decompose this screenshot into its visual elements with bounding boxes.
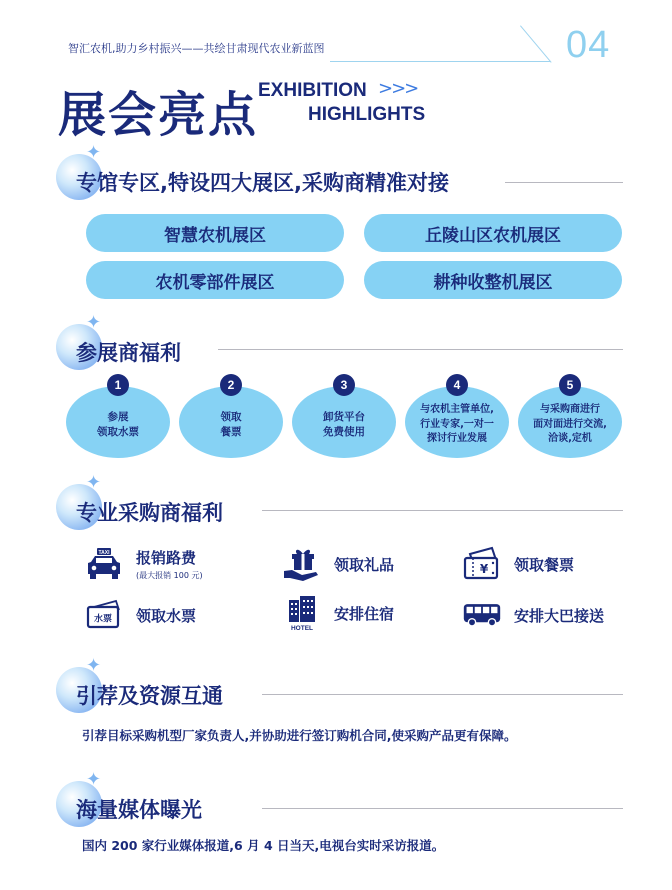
bus-icon <box>462 597 502 633</box>
chevron-arrows-icon: >>> <box>378 78 418 99</box>
buyer-benefit-label: 领取水票 <box>136 606 197 625</box>
buyer-benefit-travel <box>84 546 203 582</box>
section-divider <box>262 694 623 695</box>
section-title: 专业采购商福利 <box>76 501 223 525</box>
buyer-benefit-note: (最大报销 100 元) <box>136 571 203 580</box>
benefit-number-badge: 5 <box>559 374 581 396</box>
benefit-4: 与农机主管单位, 行业专家,一对一 探讨行业发展 <box>405 386 509 458</box>
buyer-benefit-label: 领取礼品 <box>334 555 395 574</box>
section-divider <box>505 182 623 183</box>
zone-machinery-parts: 农机零部件展区 <box>86 261 344 299</box>
buyer-benefit-label: 报销路费 <box>136 549 197 567</box>
english-title-line1: EXHIBITION <box>258 80 367 101</box>
header-diagonal-line <box>520 25 552 62</box>
sparkle-icon: ✦ <box>86 142 102 163</box>
page-title: 展会亮点 <box>58 87 259 143</box>
buyer-benefit-bus <box>462 597 604 633</box>
section-divider <box>262 510 623 511</box>
section-title: 海量媒体曝光 <box>76 798 202 822</box>
gift-icon <box>282 546 322 582</box>
zone-tillage-harvest: 耕种收整机展区 <box>364 261 622 299</box>
taxi-icon <box>84 546 124 582</box>
section-zones-heading <box>56 142 449 210</box>
benefit-5: 与采购商进行 面对面进行交流, 洽谈,定机 <box>518 386 622 458</box>
buyer-benefit-label: 安排住宿 <box>334 604 395 623</box>
water-ticket-icon <box>84 597 124 633</box>
benefit-number-badge: 1 <box>107 374 129 396</box>
benefit-2: 领取 餐票 <box>179 386 283 458</box>
referral-text: 引荐目标采购机型厂家负责人,并协助进行签订购机合同,使采购产品更有保障。 <box>82 728 517 743</box>
section-exhibitor-heading <box>56 312 181 380</box>
section-divider <box>218 349 623 350</box>
hotel-icon <box>282 595 322 631</box>
sparkle-icon: ✦ <box>86 312 102 333</box>
svg-text:HOTEL: HOTEL <box>290 625 314 632</box>
svg-text:水票: 水票 <box>93 614 113 625</box>
section-buyer-heading <box>56 472 223 540</box>
sparkle-icon: ✦ <box>86 655 102 676</box>
zone-hilly-machinery: 丘陵山区农机展区 <box>364 214 622 252</box>
section-title: 参展商福利 <box>76 341 181 365</box>
section-title: 引荐及资源互通 <box>76 684 223 708</box>
benefit-1: 参展 领取水票 <box>66 386 170 458</box>
benefit-number-badge: 3 <box>333 374 355 396</box>
section-title: 专馆专区,特设四大展区,采购商精准对接 <box>76 171 449 195</box>
header-tagline: 智汇农机,助力乡村振兴——共绘甘肃现代农业新蓝图 <box>68 42 325 55</box>
buyer-benefit-gift <box>282 546 394 582</box>
sparkle-icon: ✦ <box>86 472 102 493</box>
benefit-3: 卸货平台 免费使用 <box>292 386 396 458</box>
page-number: 04 <box>566 24 611 66</box>
svg-text:¥: ¥ <box>479 562 489 576</box>
benefit-number-badge: 2 <box>220 374 242 396</box>
buyer-benefit-meal <box>462 546 574 582</box>
buyer-benefit-label: 安排大巴接送 <box>514 606 605 625</box>
buyer-benefit-hotel <box>282 595 394 631</box>
svg-text:TAXI: TAXI <box>98 550 110 556</box>
zone-smart-machinery: 智慧农机展区 <box>86 214 344 252</box>
media-text: 国内 200 家行业媒体报道,6 月 4 日当天,电视台实时采访报道。 <box>82 838 445 853</box>
section-divider <box>262 808 623 809</box>
buyer-benefit-water <box>84 597 196 633</box>
section-referral-heading <box>56 655 223 723</box>
benefit-number-badge: 4 <box>446 374 468 396</box>
header-divider <box>330 61 550 62</box>
buyer-benefit-label: 领取餐票 <box>514 555 575 574</box>
meal-ticket-icon <box>462 546 502 582</box>
english-title-line2: HIGHLIGHTS <box>308 104 426 125</box>
section-media-heading <box>56 769 202 837</box>
sparkle-icon: ✦ <box>86 769 102 790</box>
